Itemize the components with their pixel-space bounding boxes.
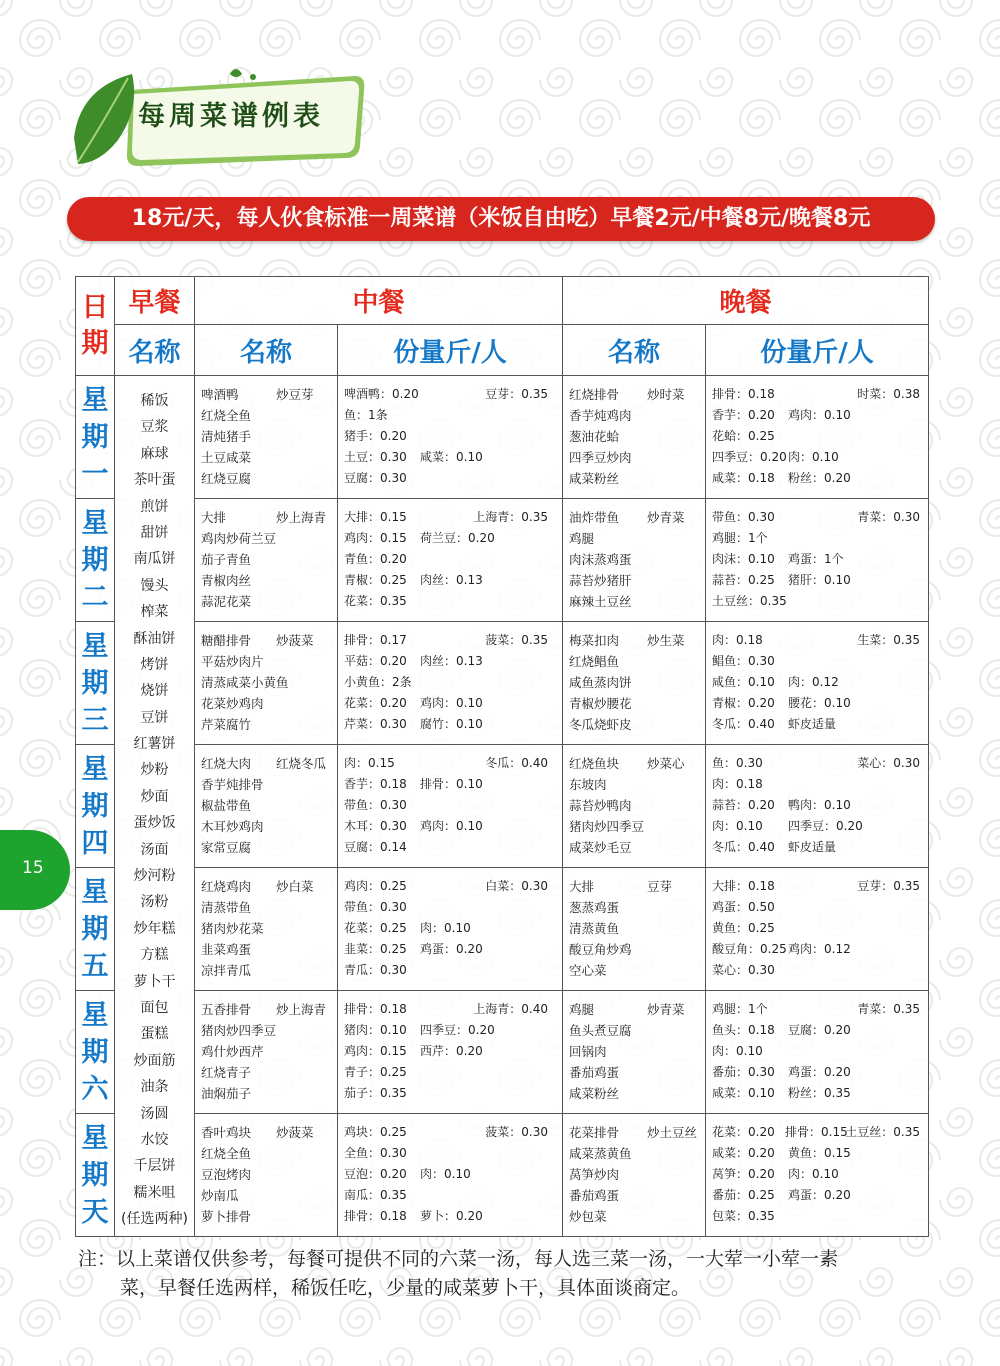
portion-line: 花菜：0.35 [344, 594, 407, 608]
lunch-portions-cell [338, 868, 563, 991]
portion-line: 排骨：0.18 萝卜：0.20 [344, 1209, 483, 1223]
day-label: 星 期 二 [76, 499, 115, 622]
breakfast-item: 面包 [140, 999, 169, 1016]
portion-line: 全鱼：0.30 [344, 1146, 407, 1160]
dinner-portions-cell [706, 991, 929, 1114]
portion-line: 木耳：0.30 鸡肉：0.10 [344, 819, 483, 833]
portion-line: 大排：0.15 上海青：0.35 [344, 510, 549, 524]
breakfast-item: 烤饼 [140, 656, 169, 673]
lunch-dishes-cell [195, 499, 338, 622]
day-row [76, 868, 929, 991]
dinner-dishes-cell [563, 622, 706, 745]
dish-line: 五香排骨 炒上海青 [201, 1002, 327, 1017]
dish-line: 咸菜粉丝 [569, 471, 620, 486]
portion-line: 带鱼：0.30 青菜：0.30 [712, 510, 921, 524]
breakfast-item: 汤面 [140, 841, 169, 858]
portion-line: 带鱼：0.30 [344, 798, 407, 812]
dish-line: 冬瓜烧虾皮 [569, 717, 632, 732]
dish-line: 大排 炒上海青 [201, 510, 327, 525]
dinner-name-header: 名称 [563, 325, 706, 376]
dish-line: 啤酒鸭 炒豆芽 [201, 387, 314, 402]
portion-line: 韭菜：0.25 鸡蛋：0.20 [344, 942, 483, 956]
dinner-portions-cell [706, 868, 929, 991]
dish-line: 莴笋炒肉 [569, 1167, 620, 1182]
day-row [76, 499, 929, 622]
breakfast-list-cell [115, 376, 195, 1237]
portion-line: 土豆：0.30 咸菜：0.10 [344, 450, 483, 464]
portion-line: 肉沫：0.10 鸡蛋：1个 [712, 552, 844, 566]
dinner-portions-cell [706, 376, 929, 499]
dish-line: 番茄鸡蛋 [569, 1188, 620, 1203]
breakfast-item: 豆浆 [140, 419, 169, 436]
lunch-portions-cell [338, 622, 563, 745]
dish-line: 平菇炒肉片 [201, 654, 264, 669]
breakfast-item: 蛋糕 [140, 1026, 169, 1043]
dish-line: 清蒸带鱼 [201, 900, 252, 915]
portion-line: 包菜：0.35 [712, 1209, 775, 1223]
dinner-portions-cell [706, 622, 929, 745]
day-row [76, 376, 929, 499]
price-banner [67, 197, 935, 241]
dish-line: 土豆咸菜 [201, 450, 252, 465]
dish-line: 咸菜炒毛豆 [569, 840, 632, 855]
dish-line: 红烧鲳鱼 [569, 654, 620, 669]
dish-line: 鸡肉炒荷兰豆 [201, 531, 277, 546]
dish-line: 鸡腿 [569, 531, 595, 546]
lunch-portions-cell [338, 376, 563, 499]
day-label: 星 期 一 [76, 376, 115, 499]
lunch-portions-cell [338, 745, 563, 868]
portion-line: 鱼：1条 [344, 408, 388, 422]
breakfast-item: 南瓜饼 [133, 551, 176, 568]
portion-line: 咸菜：0.10 粉丝：0.35 [712, 1086, 851, 1100]
day-label: 星 期 天 [76, 1114, 115, 1237]
portion-line: 肉：0.18 [712, 777, 763, 791]
dish-line: 蒜泥花菜 [201, 594, 252, 609]
dish-line: 韭菜鸡蛋 [201, 942, 252, 957]
portion-line: 豆腐：0.30 [344, 471, 407, 485]
dish-line: 青椒炒腰花 [569, 696, 632, 711]
dish-line: 红烧全鱼 [201, 1146, 252, 1161]
breakfast-item: (任选两种) [121, 1211, 188, 1228]
date-header: 日 期 [76, 277, 115, 376]
portion-line: 排骨：0.18 时菜：0.38 [712, 387, 921, 401]
portion-line: 鱼：0.30 菜心：0.30 [712, 756, 921, 770]
footnote [78, 1245, 938, 1303]
day-label: 星 期 六 [76, 991, 115, 1114]
lunch-dishes-cell [195, 376, 338, 499]
breakfast-item: 汤粉 [140, 894, 169, 911]
portion-line: 花菜：0.20 鸡肉：0.10 [344, 696, 483, 710]
breakfast-item: 方糕 [140, 947, 169, 964]
dish-line: 清蒸黄鱼 [569, 921, 620, 936]
dish-line: 萝卜排骨 [201, 1209, 252, 1224]
dish-line: 茄子青鱼 [201, 552, 252, 567]
portion-line: 小黄鱼：2条 [344, 675, 412, 689]
portion-line: 带鱼：0.30 [344, 900, 407, 914]
portion-line: 咸菜：0.18 粉丝：0.20 [712, 471, 851, 485]
dish-line: 猪肉炒花菜 [201, 921, 264, 936]
dish-line: 凉拌青瓜 [201, 963, 252, 978]
dish-line: 蒜苔炒猪肝 [569, 573, 632, 588]
breakfast-item: 炒面 [140, 788, 169, 805]
dish-line: 猪肉炒四季豆 [201, 1023, 277, 1038]
dish-line: 鸡腿 炒青菜 [569, 1002, 685, 1017]
dish-line: 咸菜粉丝 [569, 1086, 620, 1101]
dinner-dishes-cell [563, 868, 706, 991]
breakfast-item: 汤圆 [140, 1105, 169, 1122]
breakfast-header: 早餐 [115, 277, 195, 325]
lunch-portions-cell [338, 991, 563, 1114]
dish-line: 东坡肉 [569, 777, 607, 792]
portion-line: 菜心：0.30 [712, 963, 775, 977]
day-label: 星 期 五 [76, 868, 115, 991]
portion-line: 冬瓜：0.40 虾皮适量 [712, 840, 837, 854]
dinner-portion-header: 份量斤/人 [706, 325, 929, 376]
lunch-name-header: 名称 [195, 325, 338, 376]
breakfast-item: 炒年糕 [133, 920, 176, 937]
dish-line: 香芋炖鸡肉 [569, 408, 632, 423]
breakfast-item: 甜饼 [140, 524, 169, 541]
portion-line: 鸡肉：0.15 西芹：0.20 [344, 1044, 483, 1058]
footnote-line-2: 菜，早餐任选两样，稀饭任吃，少量的咸菜萝卜干，具体面谈商定。 [120, 1277, 691, 1299]
portion-line: 咸鱼：0.10 肉：0.12 [712, 675, 839, 689]
portion-line: 青子：0.25 [344, 1065, 407, 1079]
breakfast-name-header: 名称 [115, 325, 195, 376]
dish-line: 香叶鸡块 炒菠菜 [201, 1125, 314, 1140]
lunch-portions-cell [338, 1114, 563, 1237]
breakfast-item: 糯米咀 [133, 1184, 176, 1201]
day-row [76, 1114, 929, 1237]
breakfast-item: 豆饼 [140, 709, 169, 726]
breakfast-item: 炒河粉 [133, 868, 176, 885]
lunch-dishes-cell [195, 991, 338, 1114]
dinner-portions-cell [706, 1114, 929, 1237]
portion-line: 肉：0.10 [712, 1044, 763, 1058]
portion-line: 鲳鱼：0.30 [712, 654, 775, 668]
dinner-portions-cell [706, 499, 929, 622]
day-row [76, 622, 929, 745]
dish-line: 麻辣土豆丝 [569, 594, 632, 609]
dish-line: 鸡什炒西芹 [201, 1044, 264, 1059]
dish-line: 葱蒸鸡蛋 [569, 900, 620, 915]
dinner-dishes-cell [563, 1114, 706, 1237]
dinner-portions-cell [706, 745, 929, 868]
breakfast-item: 榨菜 [140, 604, 169, 621]
portion-line: 蒜苔：0.25 猪肝：0.10 [712, 573, 851, 587]
weekly-menu-table [75, 276, 929, 1237]
portion-line: 鸡腿：1个 青菜：0.35 [712, 1002, 921, 1016]
dish-line: 大排 豆芽 [569, 879, 673, 894]
portion-line: 冬瓜：0.40 虾皮适量 [712, 717, 837, 731]
breakfast-item: 红薯饼 [133, 736, 176, 753]
portion-line: 花蛤：0.25 [712, 429, 775, 443]
dish-line: 四季豆炒肉 [569, 450, 632, 465]
breakfast-item: 萝卜干 [133, 973, 176, 990]
breakfast-item: 酥油饼 [133, 630, 176, 647]
portion-line: 青瓜：0.30 [344, 963, 407, 977]
portion-line: 番茄：0.30 鸡蛋：0.20 [712, 1065, 851, 1079]
breakfast-item: 油条 [140, 1079, 169, 1096]
lunch-dishes-cell [195, 1114, 338, 1237]
portion-line: 莴笋：0.20 肉：0.10 [712, 1167, 839, 1181]
lunch-portions-cell [338, 499, 563, 622]
portion-line: 酸豆角：0.25 鸡肉：0.12 [712, 942, 851, 956]
portion-line: 啤酒鸭：0.20 豆芽：0.35 [344, 387, 549, 401]
footnote-line-1: 注：以上菜谱仅供参考，每餐可提供不同的六菜一汤，每人选三菜一汤，一大荤一小荤一素 [78, 1248, 839, 1270]
portion-line: 豆泡：0.20 肉：0.10 [344, 1167, 471, 1181]
portion-line: 黄鱼：0.25 [712, 921, 775, 935]
day-row [76, 991, 929, 1114]
portion-line: 鸡蛋：0.50 [712, 900, 775, 914]
dish-line: 红烧排骨 炒时菜 [569, 387, 685, 402]
breakfast-item: 茶叶蛋 [133, 472, 176, 489]
dish-line: 香芋炖排骨 [201, 777, 264, 792]
portion-line: 肉：0.10 四季豆：0.20 [712, 819, 863, 833]
dish-line: 红烧豆腐 [201, 471, 252, 486]
portion-line: 肉：0.15 冬瓜：0.40 [344, 756, 549, 770]
dish-line: 回锅肉 [569, 1044, 607, 1059]
breakfast-item: 水饺 [140, 1131, 169, 1148]
dish-line: 青椒肉丝 [201, 573, 252, 588]
lunch-dishes-cell [195, 622, 338, 745]
day-row [76, 745, 929, 868]
breakfast-item: 稀饭 [140, 393, 169, 409]
portion-line: 平菇：0.20 肉丝：0.13 [344, 654, 483, 668]
dish-line: 酸豆角炒鸡 [569, 942, 632, 957]
lunch-header: 中餐 [195, 277, 563, 325]
dish-line: 油焖茄子 [201, 1086, 252, 1101]
portion-line: 鸡肉：0.15 荷兰豆：0.20 [344, 531, 495, 545]
breakfast-item: 千层饼 [133, 1158, 176, 1175]
breakfast-item: 炒面筋 [133, 1052, 176, 1069]
page-title: 每周菜谱例表 [138, 101, 324, 132]
dish-line: 油炸带鱼 炒青菜 [569, 510, 685, 525]
portion-line: 土豆丝：0.35 [712, 594, 787, 608]
dinner-header: 晚餐 [563, 277, 929, 325]
portion-line: 鸡块：0.25 菠菜：0.30 [344, 1125, 549, 1139]
dish-line: 葱油花蛤 [569, 429, 620, 444]
dish-line: 红烧大肉 红烧冬瓜 [201, 756, 327, 771]
dish-line: 家常豆腐 [201, 840, 252, 855]
portion-line: 南瓜：0.35 [344, 1188, 407, 1202]
portion-line: 青椒：0.20 腰花：0.10 [712, 696, 851, 710]
page-number: 15 [22, 858, 44, 878]
portion-line: 青椒：0.25 肉丝：0.13 [344, 573, 483, 587]
breakfast-item: 麻球 [140, 445, 169, 462]
breakfast-item: 蛋炒饭 [133, 815, 176, 832]
portion-line: 肉：0.18 生菜：0.35 [712, 633, 921, 647]
dinner-dishes-cell [563, 745, 706, 868]
dish-line: 蒜苔炒鸭肉 [569, 798, 632, 813]
dish-line: 咸菜蒸黄鱼 [569, 1146, 632, 1161]
portion-line: 花菜：0.20 排骨：0.15 土豆丝：0.35 [712, 1125, 921, 1139]
dish-line: 红烧全鱼 [201, 408, 252, 423]
portion-line: 芹菜：0.30 腐竹：0.10 [344, 717, 483, 731]
dish-line: 炒包菜 [569, 1209, 607, 1224]
dish-line: 糖醋排骨 炒菠菜 [201, 633, 314, 648]
dish-line: 清蒸咸菜小黄鱼 [201, 675, 289, 690]
day-label: 星 期 四 [76, 745, 115, 868]
dish-line: 清炖猪手 [201, 429, 252, 444]
breakfast-item: 馒头 [140, 577, 169, 594]
lunch-portion-header: 份量斤/人 [338, 325, 563, 376]
dish-line: 红烧青子 [201, 1065, 252, 1080]
dish-line: 椒盐带鱼 [201, 798, 252, 813]
portion-line: 香芋：0.20 鸡肉：0.10 [712, 408, 851, 422]
day-label: 星 期 三 [76, 622, 115, 745]
dish-line: 炒南瓜 [201, 1188, 239, 1203]
portion-line: 鸡肉：0.25 白菜：0.30 [344, 879, 549, 893]
lunch-dishes-cell [195, 745, 338, 868]
dish-line: 鱼头煮豆腐 [569, 1023, 632, 1038]
dish-line: 木耳炒鸡肉 [201, 819, 264, 834]
portion-line: 番茄：0.25 鸡蛋：0.20 [712, 1188, 851, 1202]
dish-line: 空心菜 [569, 963, 607, 978]
dish-line: 芹菜腐竹 [201, 717, 252, 732]
portion-line: 鱼头：0.18 豆腐：0.20 [712, 1023, 851, 1037]
breakfast-item: 烧饼 [140, 683, 169, 700]
portion-line: 青鱼：0.20 [344, 552, 407, 566]
dinner-dishes-cell [563, 991, 706, 1114]
breakfast-item: 煎饼 [140, 498, 169, 515]
dish-line: 红烧鱼块 炒菜心 [569, 756, 685, 771]
dinner-dishes-cell [563, 499, 706, 622]
portion-line: 猪手：0.20 [344, 429, 407, 443]
dish-line: 红烧鸡肉 炒白菜 [201, 879, 314, 894]
breakfast-item: 炒粉 [140, 762, 169, 779]
dish-line: 豆泡烤肉 [201, 1167, 252, 1182]
portion-line: 排骨：0.17 菠菜：0.35 [344, 633, 549, 647]
banner-text: 18元/天，每人伙食标准一周菜谱（米饭自由吃）早餐2元/中餐8元/晚餐8元 [131, 206, 871, 231]
dish-line: 肉沫蒸鸡蛋 [569, 552, 632, 567]
dinner-dishes-cell [563, 376, 706, 499]
portion-line: 大排：0.18 豆芽：0.35 [712, 879, 921, 893]
dish-line: 咸鱼蒸肉饼 [569, 675, 632, 690]
portion-line: 豆腐：0.14 [344, 840, 407, 854]
dish-line: 梅菜扣肉 炒生菜 [569, 633, 685, 648]
portion-line: 猪肉：0.10 四季豆：0.20 [344, 1023, 495, 1037]
portion-line: 鸡腿：1个 [712, 531, 768, 545]
portion-line: 香芋：0.18 排骨：0.10 [344, 777, 483, 791]
dish-line: 花菜排骨 炒土豆丝 [569, 1125, 698, 1140]
portion-line: 四季豆：0.20 肉：0.10 [712, 450, 839, 464]
dish-line: 猪肉炒四季豆 [569, 819, 645, 834]
dish-line: 番茄鸡蛋 [569, 1065, 620, 1080]
portion-line: 排骨：0.18 上海青：0.40 [344, 1002, 549, 1016]
portion-line: 咸菜：0.20 黄鱼：0.15 [712, 1146, 851, 1160]
lunch-dishes-cell [195, 868, 338, 991]
portion-line: 蒜苔：0.20 鸭肉：0.10 [712, 798, 851, 812]
portion-line: 花菜：0.25 肉：0.10 [344, 921, 471, 935]
portion-line: 茄子：0.35 [344, 1086, 407, 1100]
dish-line: 花菜炒鸡肉 [201, 696, 264, 711]
